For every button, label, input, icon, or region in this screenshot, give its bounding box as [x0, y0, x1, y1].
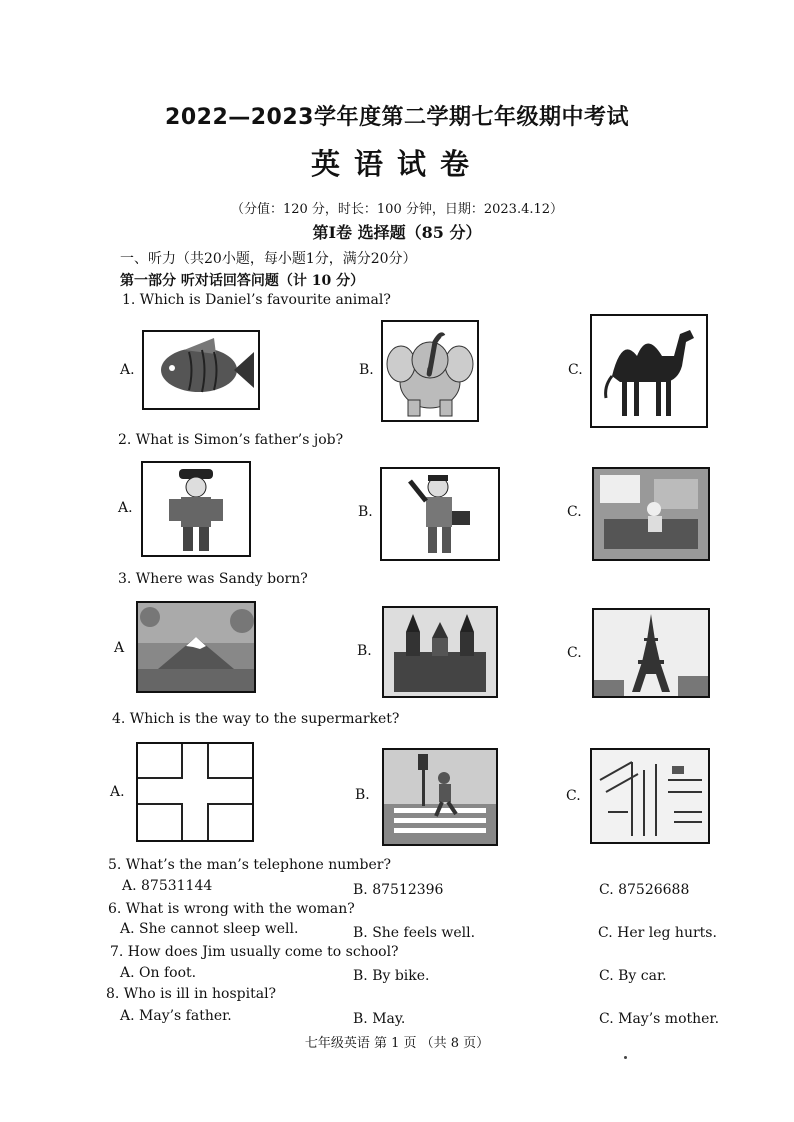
q2-option-c-label: C. [567, 504, 582, 520]
question-4: 4. Which is the way to the supermarket? [112, 711, 400, 727]
exam-meta: （分值：120 分，时长：100 分钟，日期：2023.4.12） [230, 202, 564, 217]
q2-option-b-label: B. [358, 504, 373, 520]
q1-option-b-label: B. [359, 362, 374, 378]
subject-title: 英语试卷 [310, 147, 483, 181]
camel-picture[interactable] [590, 314, 708, 428]
q1-option-a-label: A. [120, 362, 135, 378]
question-1: 1. Which is Daniel’s favourite animal? [122, 292, 391, 308]
question-3: 3. Where was Sandy born? [118, 571, 308, 587]
eiffel-tower-picture[interactable] [592, 608, 710, 698]
part-heading: 第一部分 听对话回答问题（计 10 分） [120, 273, 365, 289]
q5-option-c[interactable]: C. 87526688 [599, 882, 690, 898]
q7-option-a[interactable]: A. On foot. [120, 965, 197, 981]
question-6: 6. What is wrong with the woman? [108, 901, 355, 917]
question-2: 2. What is Simon’s father’s job? [118, 432, 344, 448]
q4-option-c-label: C. [566, 788, 581, 804]
volume-heading: 第Ⅰ卷 选择题（85 分） [312, 223, 482, 242]
q4-option-b-label: B. [355, 787, 370, 803]
q2-option-a-label: A. [118, 500, 133, 516]
mount-fuji-picture[interactable] [136, 601, 256, 693]
page-footer: 七年级英语 第 1 页 （共 8 页） [304, 1036, 490, 1051]
zebra-crossing-picture[interactable] [382, 748, 498, 846]
moscow-kremlin-picture[interactable] [382, 606, 498, 698]
crossroads-map[interactable] [136, 742, 254, 842]
section-heading: 一、听力（共20小题，每小题1分，满分20分） [120, 251, 417, 267]
q8-option-c[interactable]: C. May’s mother. [599, 1011, 720, 1027]
q7-option-b[interactable]: B. By bike. [353, 968, 430, 984]
q3-option-c-label: C. [567, 645, 582, 661]
policeman-picture[interactable] [141, 461, 251, 557]
q8-option-b[interactable]: B. May. [353, 1011, 406, 1027]
q6-option-b[interactable]: B. She feels well. [353, 925, 476, 941]
q6-option-c[interactable]: C. Her leg hurts. [598, 925, 717, 941]
q5-option-a[interactable]: A. 87531144 [122, 878, 213, 894]
q1-option-c-label: C. [568, 362, 583, 378]
q5-option-b[interactable]: B. 87512396 [353, 882, 444, 898]
q4-option-a-label: A. [110, 784, 125, 800]
q8-option-a[interactable]: A. May’s father. [120, 1008, 232, 1024]
fish-picture[interactable] [142, 330, 260, 410]
q7-option-c[interactable]: C. By car. [599, 968, 667, 984]
q3-option-a-label: A [114, 640, 125, 656]
scan-speck [624, 1056, 627, 1059]
q3-option-b-label: B. [357, 643, 372, 659]
question-5: 5. What’s the man’s telephone number? [108, 857, 391, 873]
question-7: 7. How does Jim usually come to school? [110, 944, 399, 960]
q6-option-a[interactable]: A. She cannot sleep well. [120, 921, 299, 937]
postman-picture[interactable] [380, 467, 500, 561]
elephant-picture[interactable] [381, 320, 479, 422]
question-8: 8. Who is ill in hospital? [106, 986, 277, 1002]
street-map[interactable] [590, 748, 710, 844]
page-title: 2022—2023学年度第二学期七年级期中考试 [165, 105, 629, 130]
office-worker-picture[interactable] [592, 467, 710, 561]
